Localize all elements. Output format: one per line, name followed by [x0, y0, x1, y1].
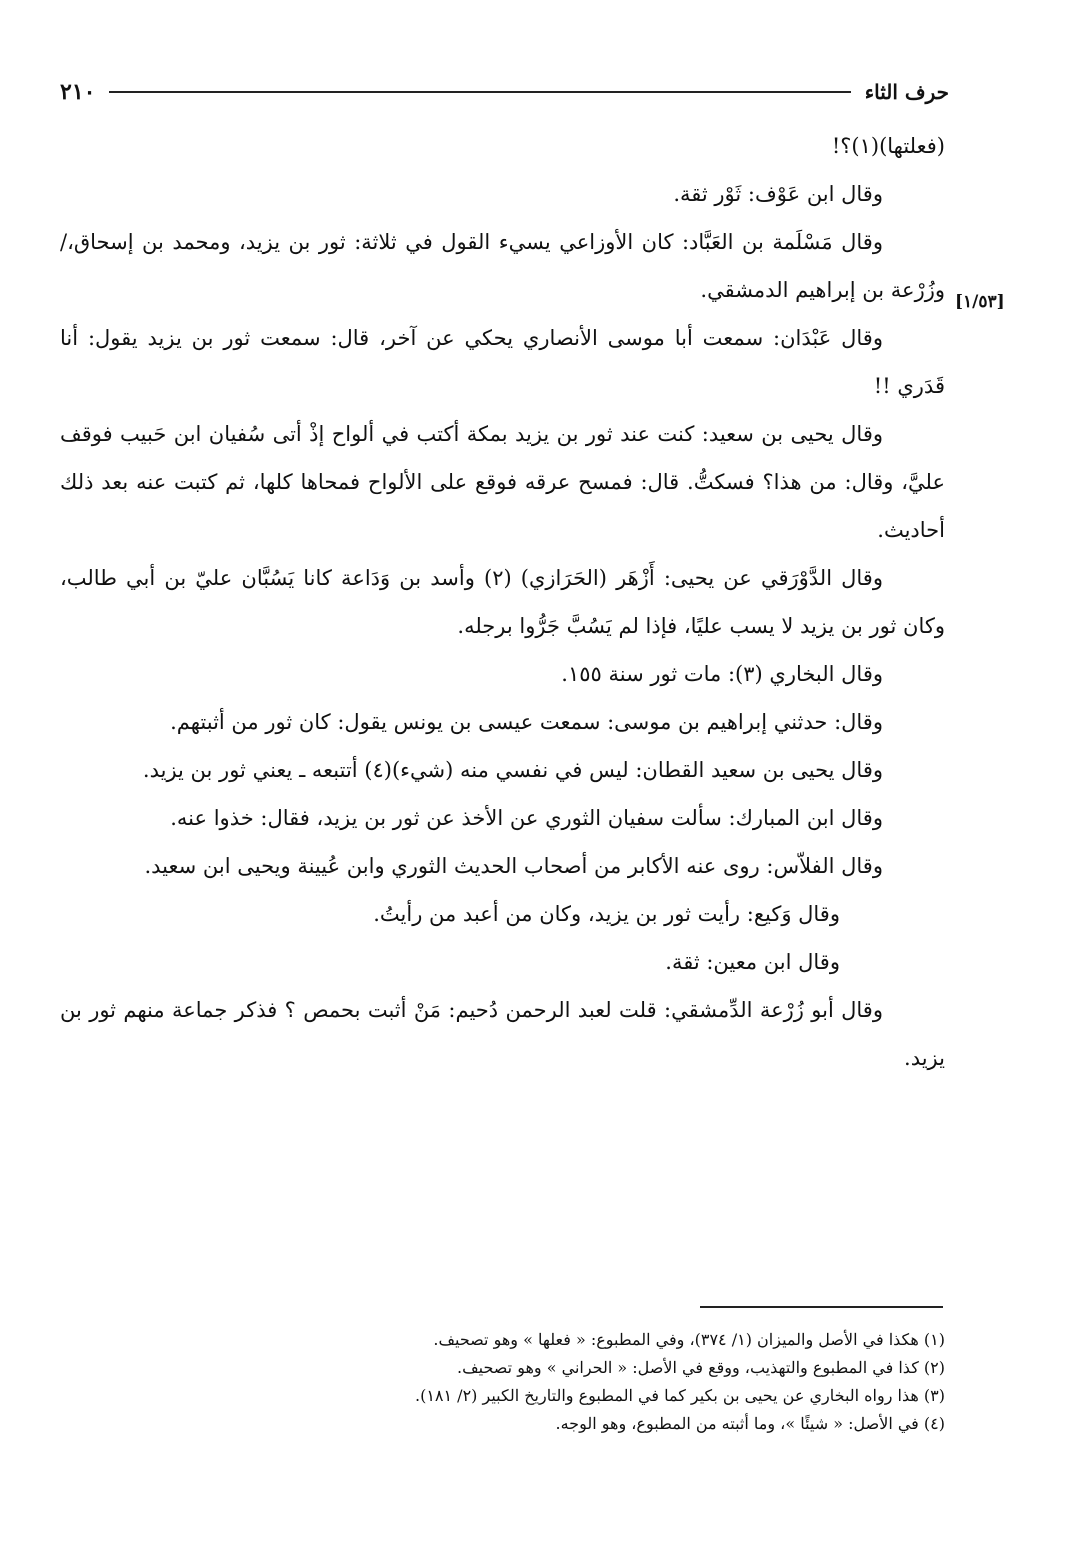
paragraph: وقال: حدثني إبراهيم بن موسى: سمعت عيسى بن يونس يقول: كان ثور من أثبتهم. [170, 710, 883, 734]
paragraph: وقال ابن عَوْف: ثَوْر ثقة. [673, 182, 883, 206]
paragraph: وقال البخاري (٣): مات ثور سنة ١٥٥. [561, 662, 883, 686]
paragraph: وقال يحيى بن سعيد: كنت عند ثور بن يزيد بمكة أكتب في ألواح إذْ أتى سُفيان ابن حَبيب فوقف عليَّ، وقال: من هذا؟ فسكتُّ. قال: فمسح عرقه فوقع على الألواح فمحاها كلها، ثم كتبت عنه بعد ذلك أحاديث. [60, 422, 945, 542]
paragraph: وقال ابن المبارك: سألت سفيان الثوري عن الأخذ عن ثور بن يزيد، فقال: خذوا عنه. [170, 806, 883, 830]
paragraph: (فعلتها)(١)؟! [831, 134, 945, 158]
chapter-title: حرف الثاء [864, 80, 949, 104]
paragraph: وقال ابن معين: ثقة. [665, 950, 840, 974]
footnote: (٣) هذا رواه البخاري عن يحيى بن بكير كما في المطبوع والتاريخ الكبير (٢/ ١٨١). [414, 1386, 945, 1405]
paragraph: وقال مَسْلَمة بن العَبَّاد: كان الأوزاعي يسيء القول في ثلاثة: ثور بن يزيد، ومحمد بن إسحاق،/ وزُرْعة بن إبراهيم الدمشقي. [60, 230, 945, 302]
footnote: (٢) كذا في المطبوع والتهذيب، ووقع في الأصل: « الحراني » وهو تصحيف. [457, 1358, 945, 1377]
footnote: (٤) في الأصل: « شيئًا »، وما أثبته من المطبوع، وهو الوجه. [555, 1414, 945, 1433]
footnotes [60, 1326, 945, 1438]
paragraph: وقال الدَّوْرَقي عن يحيى: أَزْهَر (الحَرَازي) (٢) وأسد بن وَدَاعة كانا يَسُبَّان عليّ بن أبي طالب، وكان ثور بن يزيد لا يسب عليًا، فإذا لم يَسُبَّ جَرُّوا برجله. [60, 566, 945, 638]
paragraph: وقال وَكيع: رأيت ثور بن يزيد، وكان من أعبد من رأيتُ. [373, 902, 840, 926]
paragraph: وقال الفلاّس: روى عنه الأكابر من أصحاب الحديث الثوري وابن عُيينة ويحيى ابن سعيد. [144, 854, 883, 878]
paragraph: وقال عَبْدَان: سمعت أبا موسى الأنصاري يحكي عن آخر، قال: سمعت ثور بن يزيد يقول: أنا قَدَري !! [60, 326, 945, 398]
main-text [60, 122, 945, 1082]
footnote: (١) هكذا في الأصل والميزان (١/ ٣٧٤)، وفي المطبوع: « فعلها » وهو تصحيف. [433, 1330, 945, 1349]
page-number: ٢١٠ [60, 79, 96, 105]
paragraph: وقال أبو زُرْعة الدِّمشقي: قلت لعبد الرحمن دُحيم: مَنْ أثبت بحمص ؟ فذكر جماعة منهم ثور بن يزيد. [60, 998, 945, 1070]
margin-reference: [١/٥٣] [955, 292, 1005, 312]
header-rule [109, 91, 850, 93]
paragraph: وقال يحيى بن سعيد القطان: ليس في نفسي منه (شيء)(٤) أتتبعه ـ يعني ثور بن يزيد. [142, 758, 883, 782]
running-header [60, 74, 949, 110]
footnote-rule [700, 1306, 943, 1308]
